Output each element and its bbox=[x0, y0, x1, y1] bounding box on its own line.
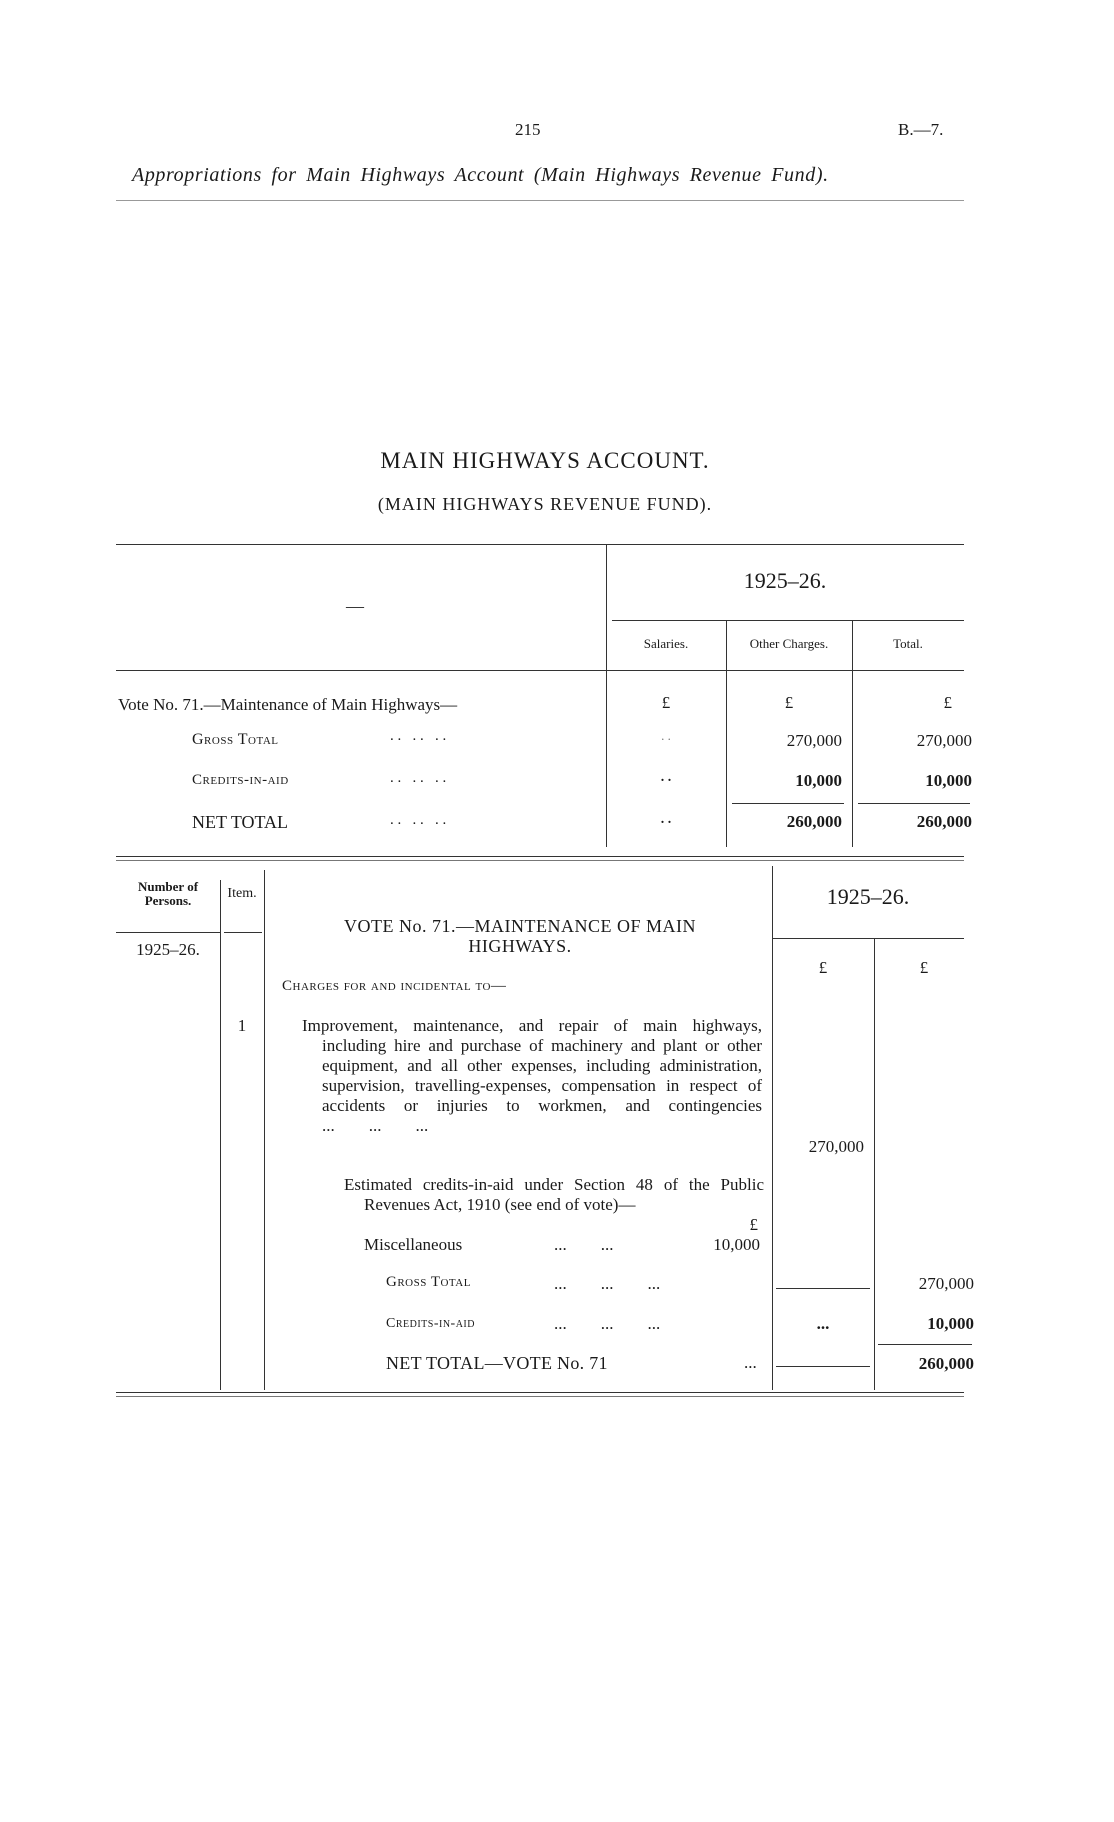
detail-credits-mid: ... bbox=[816, 1314, 830, 1333]
net-total-other: 260,000 bbox=[786, 812, 842, 831]
currency-item: £ bbox=[818, 958, 828, 977]
net-total-label: NET TOTAL bbox=[192, 812, 289, 832]
page-number: 215 bbox=[515, 120, 541, 139]
vote-title: VOTE No. 71.—MAINTENANCE OF MAIN HIGHWAYS. bbox=[344, 916, 696, 956]
sub-title: (MAIN HIGHWAYS REVENUE FUND). bbox=[377, 494, 713, 514]
summary-year: 1925–26. bbox=[743, 568, 827, 593]
detail-gross-label: Gross Total bbox=[386, 1274, 471, 1290]
summary-header-rule bbox=[116, 670, 964, 671]
net-total-total: 260,000 bbox=[916, 812, 972, 831]
detail-year: 1925–26. bbox=[826, 884, 910, 909]
gross-total-dots: . . . . . . bbox=[390, 728, 447, 744]
misc-amount: 10,000 bbox=[713, 1235, 760, 1254]
credits-note: Estimated credits-in-aid under Section 48 of the Public Revenues Act, 1910 (see end of vote)— bbox=[344, 1175, 764, 1214]
document-reference: B.—7. bbox=[898, 120, 944, 139]
item-number: 1 bbox=[237, 1016, 247, 1035]
summary-top-rule bbox=[116, 544, 964, 545]
misc-label: Miscellaneous bbox=[364, 1235, 463, 1254]
vote-label: Vote No. 71.—Maintenance of Main Highways— bbox=[118, 695, 458, 714]
charges-heading: Charges for and incidental to— bbox=[282, 978, 507, 994]
currency-total: £ bbox=[943, 693, 952, 712]
col-other-charges: Other Charges. bbox=[749, 636, 829, 651]
net-total-dots: . . . . . . bbox=[390, 812, 447, 828]
amount-divider bbox=[772, 866, 773, 1390]
credits-other: 10,000 bbox=[795, 771, 842, 790]
detail-credits-label: Credits-in-aid bbox=[386, 1316, 475, 1331]
detail-net-dots: ... bbox=[744, 1353, 757, 1372]
main-title: MAIN HIGHWAYS ACCOUNT. bbox=[380, 448, 710, 473]
gross-total-other: 270,000 bbox=[786, 731, 842, 750]
credits-total: 10,000 bbox=[925, 771, 972, 790]
detail-net-label: NET TOTAL—VOTE No. 71 bbox=[386, 1353, 608, 1373]
item-divider bbox=[264, 870, 265, 1390]
detail-gross-dots: ... ... ... bbox=[554, 1274, 661, 1293]
summary-blank-header: — bbox=[346, 596, 364, 616]
col-item: Item. bbox=[227, 886, 257, 901]
item-description: Improvement, maintenance, and repair of main highways, including hire and purchase of machinery and plant or other equipment, and all other expenses, including administration, supervision, travelling-expenses, compensation in respect of accidents or injuries to workmen, and contingencies ... ... ... bbox=[302, 1016, 762, 1135]
header-rule bbox=[116, 200, 964, 201]
persons-year: 1925–26. bbox=[136, 940, 200, 959]
currency-other: £ bbox=[784, 693, 794, 712]
detail-credits-total: 10,000 bbox=[927, 1314, 974, 1333]
currency-salaries: £ bbox=[661, 693, 671, 712]
detail-net-total: 260,000 bbox=[918, 1354, 974, 1373]
gross-total-label: Gross Total bbox=[192, 731, 279, 748]
col-salaries: Salaries. bbox=[643, 636, 689, 651]
currency-total: £ bbox=[919, 958, 929, 977]
net-total-salaries: . . bbox=[660, 812, 672, 827]
summary-bottom-rule bbox=[116, 856, 964, 857]
summary-year-rule bbox=[612, 620, 964, 621]
detail-gross-total: 270,000 bbox=[918, 1274, 974, 1293]
misc-dots: ... ... bbox=[554, 1235, 614, 1254]
detail-bottom-rule bbox=[116, 1392, 964, 1393]
gross-total-salaries: . . bbox=[661, 728, 671, 743]
credits-dots: . . . . . . bbox=[390, 770, 447, 786]
persons-divider bbox=[220, 880, 221, 1390]
credits-note-currency: £ bbox=[749, 1215, 758, 1234]
credits-label: Credits-in-aid bbox=[192, 772, 289, 788]
running-title: Appropriations for Main Highways Account (Main Highways Revenue Fund). bbox=[132, 164, 829, 186]
col-total: Total. bbox=[893, 636, 923, 651]
col-number-of-persons: Number of Persons. bbox=[137, 879, 199, 908]
detail-credits-dots: ... ... ... bbox=[554, 1314, 661, 1333]
item-amount: 270,000 bbox=[808, 1137, 864, 1156]
credits-salaries: . . bbox=[660, 770, 672, 785]
gross-total-total: 270,000 bbox=[916, 731, 972, 750]
item-dots: ... ... ... bbox=[322, 1116, 429, 1135]
